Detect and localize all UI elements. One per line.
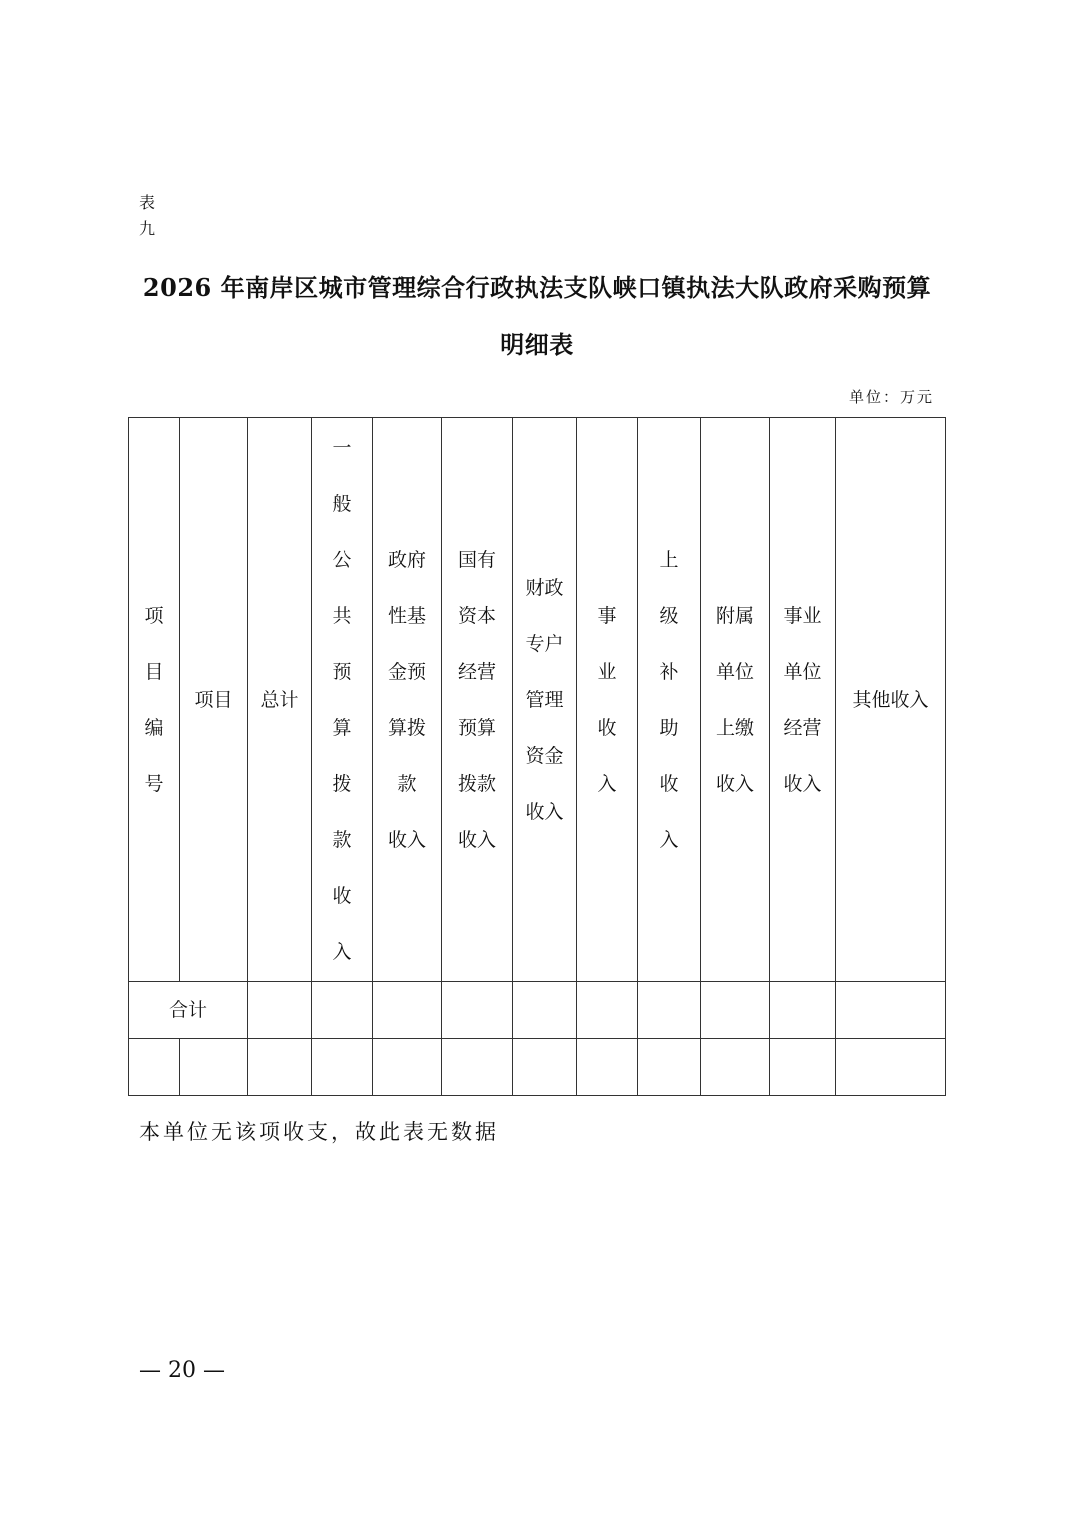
col-header-superior-subsidy: 上 级 补 助 收 入 bbox=[638, 418, 701, 982]
col-header-other-income: 其他收入 bbox=[836, 418, 946, 982]
col-header-business-income: 事 业 收 入 bbox=[577, 418, 638, 982]
table-cell bbox=[373, 982, 442, 1039]
table-cell bbox=[638, 982, 701, 1039]
col-header-project: 项目 bbox=[180, 418, 248, 982]
page-number: — 20 — bbox=[139, 1358, 225, 1383]
table-cell bbox=[513, 1039, 577, 1096]
table-cell bbox=[312, 1039, 373, 1096]
table-cell bbox=[701, 1039, 770, 1096]
col-header-special-account: 财政 专户 管理 资金 收入 bbox=[513, 418, 577, 982]
table-cell bbox=[836, 982, 946, 1039]
col-header-operating-income: 事业 单位 经营 收入 bbox=[770, 418, 836, 982]
table-cell bbox=[770, 982, 836, 1039]
col-header-project-code: 项 目 编 号 bbox=[129, 418, 180, 982]
table-cell bbox=[248, 1039, 312, 1096]
table-header-row bbox=[129, 418, 946, 982]
table-cell bbox=[180, 1039, 248, 1096]
table-cell bbox=[248, 982, 312, 1039]
table-cell bbox=[577, 982, 638, 1039]
col-header-state-capital: 国有 资本 经营 预算 拨款 收入 bbox=[442, 418, 513, 982]
table-cell bbox=[513, 982, 577, 1039]
procurement-budget-table bbox=[128, 417, 946, 1096]
table-cell bbox=[577, 1039, 638, 1096]
col-header-general-budget: 一 般 公 共 预 算 拨 款 收 入 bbox=[312, 418, 373, 982]
no-data-note: 本单位无该项收支，故此表无数据 bbox=[139, 1120, 499, 1144]
table-cell bbox=[770, 1039, 836, 1096]
unit-label: 单位：万元 bbox=[848, 388, 934, 406]
col-header-affiliated-income: 附属 单位 上缴 收入 bbox=[701, 418, 770, 982]
table-number-label: 表九 bbox=[139, 193, 156, 238]
col-header-total: 总计 bbox=[248, 418, 312, 982]
table-cell bbox=[442, 1039, 513, 1096]
total-label-cell: 合计 bbox=[129, 982, 248, 1039]
table-cell bbox=[638, 1039, 701, 1096]
table-row bbox=[129, 1039, 946, 1096]
table-cell bbox=[312, 982, 373, 1039]
document-title: 2026 年南岸区城市管理综合行政执法支队峡口镇执法大队政府采购预算 bbox=[142, 273, 932, 302]
table-cell bbox=[836, 1039, 946, 1096]
table-total-row bbox=[129, 982, 946, 1039]
col-header-gov-fund: 政府 性基 金预 算拨 款 收入 bbox=[373, 418, 442, 982]
document-title-line2: 明细表 bbox=[500, 330, 574, 359]
table-cell bbox=[442, 982, 513, 1039]
table-cell bbox=[129, 1039, 180, 1096]
table-cell bbox=[373, 1039, 442, 1096]
table-cell bbox=[701, 982, 770, 1039]
